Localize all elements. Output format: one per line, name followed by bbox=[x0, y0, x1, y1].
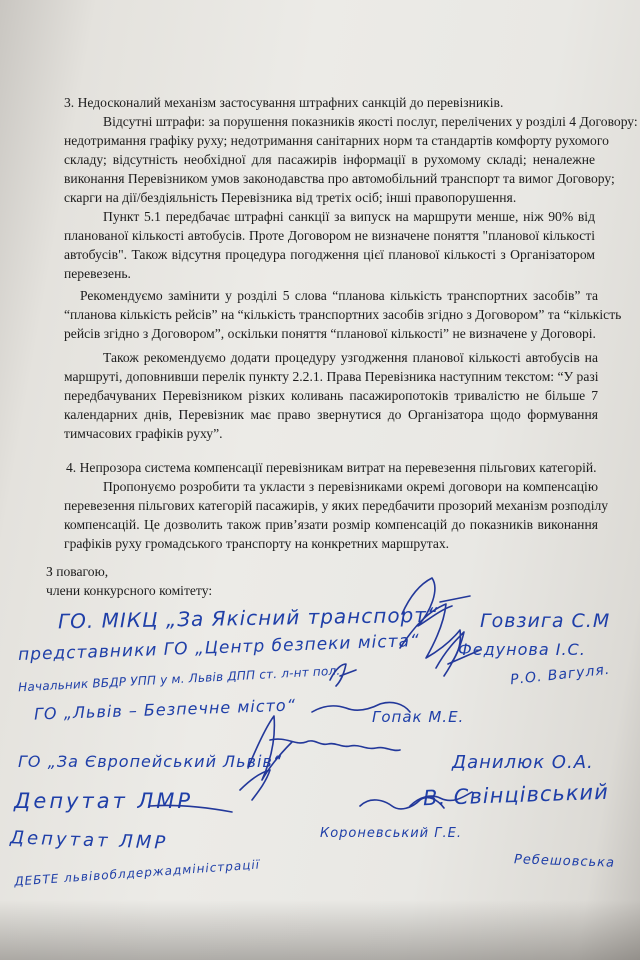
paragraph-line: компенсацій. Це дозволить також прив’язати розмір компенсацій до показників виконання bbox=[64, 517, 598, 532]
signature-scribble bbox=[330, 664, 356, 686]
signature-name: Гопак М.Е. bbox=[372, 708, 465, 726]
paragraph-line: складу; відсутність необхідної для пасажирів інформації в рухомому складі; неналежне bbox=[64, 152, 595, 167]
signature-scribble bbox=[312, 702, 410, 712]
paragraph-line: передбачуваних Перевізником різких коливань пасажиропотоків тривалістю не більше 7 bbox=[64, 388, 598, 403]
closing-regards: З повагою, bbox=[46, 564, 109, 579]
paragraph-line: календарних днів, Перевізник має право звернутися до Організатора щодо формування bbox=[64, 407, 598, 422]
signature-name: В. Свінцівський bbox=[422, 779, 610, 811]
paragraph-line: Пропонуємо розробити та укласти з перевізниками окремі договори на компенсацію bbox=[103, 479, 598, 494]
paragraph-line: графіків руху громадського транспорту на конкретних маршрутах. bbox=[64, 536, 450, 551]
signature-name: Говзига С.М bbox=[480, 610, 611, 632]
section-3-heading: 3. Недосконалий механізм застосування штрафних санкцій до перевізників. bbox=[64, 95, 504, 110]
signature-org: Депутат ЛМР bbox=[9, 827, 169, 854]
paragraph-line: Відсутні штрафи: за порушення показників якості послуг, перелічених у розділі 4 Договору: bbox=[103, 114, 638, 129]
signature-name: Короневський Г.Е. bbox=[320, 826, 462, 841]
paragraph-line: виконання Перевізником умов законодавства про автомобільний транспорт та вимог Договору; bbox=[64, 171, 615, 186]
paragraph-line: перевезень. bbox=[64, 266, 131, 281]
paragraph-line: недотримання графіку руху; недотримання санітарних норм та стандартів комфорту рухомого bbox=[64, 133, 609, 148]
paragraph-line: скарги на дії/бездіяльність Перевізника від третіх осіб; інші правопорушення. bbox=[64, 190, 517, 205]
paragraph-line: рейсів згідно з Договором”, оскільки поняття “планової кількості” не визначене у Договорі. bbox=[64, 326, 596, 341]
paragraph-line: Також рекомендуємо додати процедуру узгодження планової кількості автобусів на bbox=[103, 350, 598, 365]
signature-org: Начальник ВБДР УПП у м. Львів ДПП ст. л-нт пол. bbox=[17, 663, 341, 695]
section-4-heading: 4. Непрозора система компенсації перевізникам витрат на перевезення пільгових категорій. bbox=[66, 460, 597, 475]
paragraph-line: тимчасових графіків руху”. bbox=[64, 426, 223, 441]
signature-name: Федунова І.С. bbox=[458, 640, 586, 659]
signature-scribble bbox=[360, 798, 444, 809]
signature-org: ГО. МІКЦ „За Якісний транспорт“ bbox=[57, 602, 439, 634]
signature-org: ДЕБТЕ львівоблдержадміністрації bbox=[13, 857, 261, 889]
signature-org: представники ГО „Центр безпеки міста“ bbox=[17, 630, 421, 666]
signature-name: Данилюк О.А. bbox=[452, 752, 594, 773]
signature-org: Депутат ЛМР bbox=[14, 789, 194, 813]
signature-org: ГО „Львів – Безпечне місто“ bbox=[33, 695, 297, 724]
paragraph-line: “планова кількість рейсів” на “кількість транспортних засобів згідно з Договором” та “кількість bbox=[64, 307, 622, 322]
paragraph-line: Пункт 5.1 передбачає штрафні санкції за випуск на маршрути менше, ніж 90% від bbox=[103, 209, 595, 224]
signature-scribble bbox=[400, 604, 460, 662]
paragraph-line: автобусів". Також відсутня процедура погодження цієї планової кількості з Організатором bbox=[64, 247, 595, 262]
paragraph-line: перевезення пільгових категорій пасажирів, у яких передбачити прозорий механізм розподілу bbox=[64, 498, 609, 513]
paragraph-line: Рекомендуємо замінити у розділі 5 слова “планова кількість транспортних засобів” та bbox=[80, 288, 598, 303]
paragraph-line: планованої кількості автобусів. Проте Договором не визначене поняття "планової кількості bbox=[64, 228, 595, 243]
closing-members: члени конкурсного комітету: bbox=[46, 583, 213, 598]
signature-scribble bbox=[402, 578, 470, 626]
paragraph-line: маршруті, доповнивши перелік пункту 2.2.1. Права Перевізника наступним текстом: “У разі bbox=[64, 369, 599, 384]
signature-name: Р.О. Вагуля. bbox=[509, 661, 612, 689]
signature-org: ГО „За Європейський Львів“ bbox=[18, 752, 283, 771]
signature-name: Ребешовська bbox=[513, 852, 616, 871]
signature-scribble bbox=[150, 805, 232, 812]
signature-scribble bbox=[436, 632, 480, 676]
